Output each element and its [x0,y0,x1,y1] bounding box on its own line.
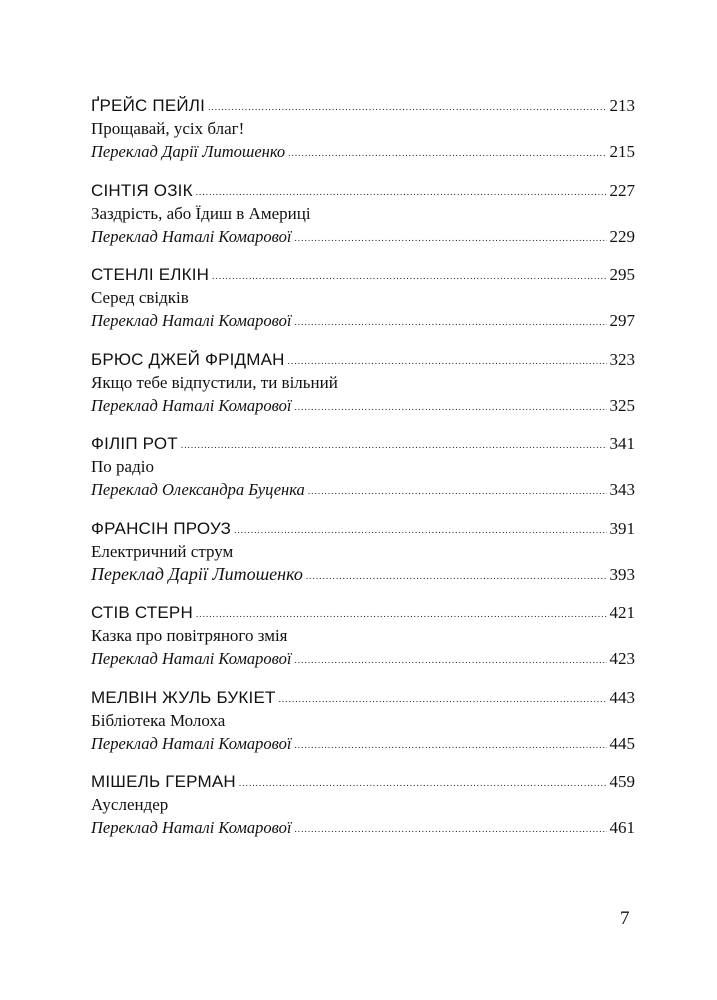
translator-line[interactable] [91,394,635,417]
dot-leader [294,818,606,841]
author-page-number: 443 [609,687,635,707]
translator-line[interactable] [91,647,635,670]
translator-credit: Переклад Наталі Комарової [91,649,292,668]
translator-line[interactable] [91,563,635,586]
dot-leader [196,181,607,204]
translator-page-number: 445 [609,733,635,753]
story-title: По радіо [91,457,154,476]
translator-page-number: 393 [609,564,635,584]
dot-leader [294,311,606,334]
toc-entry [91,348,635,433]
author-page-number: 323 [609,349,635,369]
author-page-number: 459 [609,772,635,791]
story-title: Казка про повітряного змія [91,626,288,645]
story-title-line [91,455,635,478]
story-title-line [91,793,635,816]
author-page-number: 227 [609,180,635,200]
translator-line[interactable] [91,309,635,332]
toc-entry [91,94,635,179]
author-name: МІШЕЛЬ ГЕРМАН [91,772,236,791]
dot-leader [279,688,607,711]
dot-leader [181,434,607,457]
author-name: СТІВ СТЕРН [91,603,193,622]
dot-leader [208,96,606,119]
translator-page-number: 325 [609,395,635,415]
translator-credit: Переклад Наталі Комарової [91,733,292,753]
dot-leader [294,649,606,672]
translator-line[interactable] [91,816,635,839]
author-line[interactable] [91,432,635,455]
translator-page-number: 229 [609,226,635,246]
translator-line[interactable] [91,732,635,755]
dot-leader [294,227,606,250]
toc-entry [91,686,635,771]
story-title-line [91,286,635,309]
author-page-number: 213 [609,96,635,115]
story-title: Бібліотека Молоха [91,710,226,730]
toc-entry [91,432,635,517]
toc-entry [91,263,635,348]
translator-page-number: 215 [609,142,635,161]
story-title: Серед свідків [91,288,189,307]
translator-credit: Переклад Олександра Буценка [91,480,305,499]
author-name: ФІЛІП РОТ [91,434,178,453]
page-folio-number: 7 [620,908,630,929]
author-line[interactable] [91,770,635,793]
toc-entry [91,179,635,264]
dot-leader [288,350,607,373]
translator-credit: Переклад Дарії Литошенко [91,563,303,584]
story-title-line [91,202,635,225]
story-title-line [91,709,635,732]
author-name: СІНТІЯ ОЗІК [91,180,193,200]
translator-page-number: 343 [609,480,635,499]
story-title: Електричний струм [91,541,234,561]
author-line[interactable] [91,94,635,117]
story-title: Заздрість, або Їдиш в Америці [91,203,311,223]
translator-credit: Переклад Дарії Литошенко [91,142,286,161]
author-page-number: 341 [609,434,635,453]
translator-credit: Переклад Наталі Комарової [91,818,292,837]
dot-leader [196,603,607,626]
translator-line[interactable] [91,225,635,248]
author-name: БРЮС ДЖЕЙ ФРІДМАН [91,349,285,369]
author-name: МЕЛВІН ЖУЛЬ БУКІЕТ [91,687,276,707]
toc-entry [91,770,635,855]
author-line[interactable] [91,686,635,709]
story-title: Якщо тебе відпустили, ти вільний [91,372,338,392]
author-page-number: 421 [609,603,635,622]
dot-leader [308,480,607,503]
author-page-number: 391 [609,518,635,538]
author-page-number: 295 [609,265,635,284]
author-line[interactable] [91,517,635,540]
author-name: ФРАНСІН ПРОУЗ [91,518,232,538]
table-of-contents [91,94,635,855]
author-line[interactable] [91,601,635,624]
dot-leader [294,396,606,419]
translator-page-number: 461 [609,818,635,837]
story-title: Ауслендер [91,795,169,814]
story-title-line [91,540,635,563]
author-line[interactable] [91,263,635,286]
dot-leader [288,142,606,165]
translator-credit: Переклад Наталі Комарової [91,226,292,246]
dot-leader [306,565,607,588]
dot-leader [212,265,606,288]
author-line[interactable] [91,348,635,371]
dot-leader [239,772,607,795]
translator-page-number: 297 [609,311,635,330]
story-title: Прощавай, усіх благ! [91,119,245,138]
story-title-line [91,624,635,647]
dot-leader [234,519,606,542]
translator-line[interactable] [91,140,635,163]
author-name: ҐРЕЙС ПЕЙЛІ [91,96,206,115]
toc-entry [91,517,635,602]
translator-page-number: 423 [609,649,635,668]
story-title-line [91,371,635,394]
story-title-line [91,117,635,140]
author-line[interactable] [91,179,635,202]
toc-entry [91,601,635,686]
translator-credit: Переклад Наталі Комарової [91,311,292,330]
translator-credit: Переклад Наталі Комарової [91,395,292,415]
translator-line[interactable] [91,478,635,501]
author-name: СТЕНЛІ ЕЛКІН [91,265,210,284]
dot-leader [294,734,606,757]
